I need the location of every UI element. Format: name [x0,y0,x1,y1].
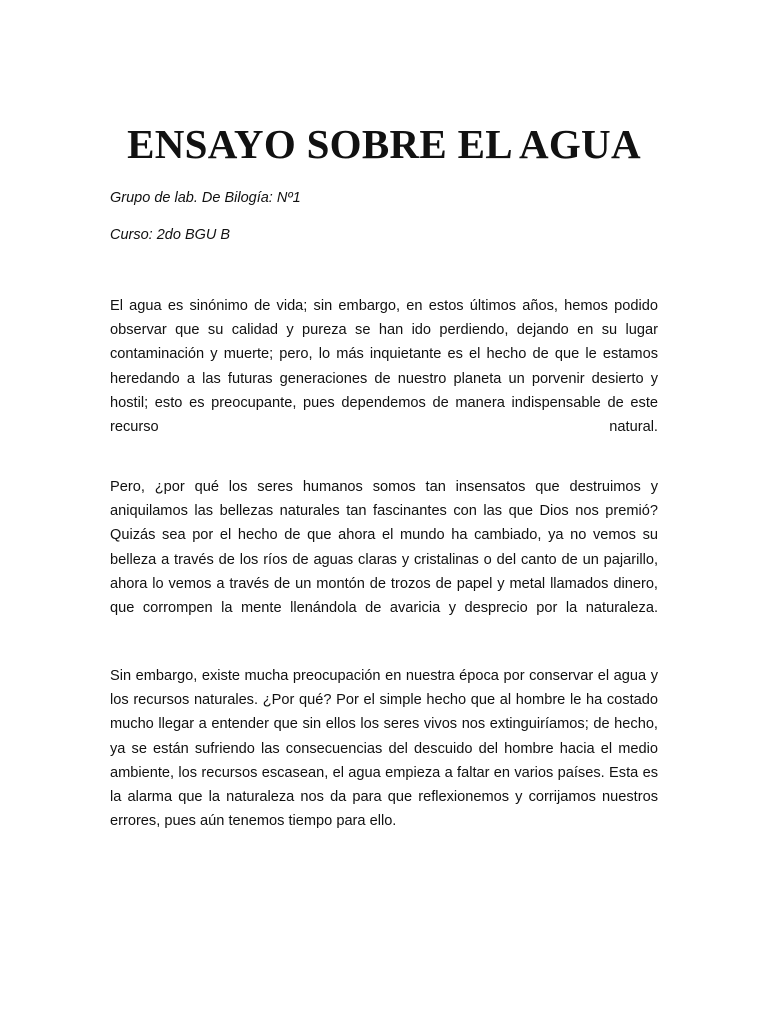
paragraph: Sin embargo, existe mucha preocupación en nuestra época por conservar el agua y los recursos naturales. ¿Por qué? Por el simple hecho que al hombre le ha costado mucho llegar a entender que sin ellos los seres vivos nos extinguiríamos; de hecho, ya se están sufriendo las consecuencias del descuido del hombre hacia el medio ambiente, los recursos escasean, el agua empieza a faltar en varios países. Esta es la alarma que la naturaleza nos da para que reflexionemos y corrijamos nuestros errores, pues aún tenemos tiempo para ello. [110,668,658,830]
course-line: Curso: 2do BGU B [110,227,231,243]
paragraph: El agua es sinónimo de vida; sin embargo, en estos últimos años, hemos podido observar que su calidad y pureza se han ido perdiendo, dejando en su lugar contaminación y muerte; pero, lo más inquietante es el hecho de que le estamos heredando a las futuras generaciones de nuestro planeta un porvenir desierto y hostil; esto es preocupante, pues dependemos de manera indispensable de este recurso natural. [110,298,658,436]
lab-group-line: Grupo de lab. De Bilogía: Nº1 [110,190,301,206]
paragraph: Pero, ¿por qué los seres humanos somos tan insensatos que destruimos y aniquilamos las bellezas naturales tan fascinantes con las que Dios nos premió? Quizás sea por el hecho de que ahora el mundo ha cambiado, ya no vemos su belleza a través de los ríos de aguas claras y cristalinas o del canto de un pajarillo, ahora lo vemos a través de un montón de trozos de papel y metal llamados dinero, que corrompen la mente llenándola de avaricia y desprecio por la naturaleza. [110,479,658,617]
document-title: ENSAYO SOBRE EL AGUA [127,121,641,167]
